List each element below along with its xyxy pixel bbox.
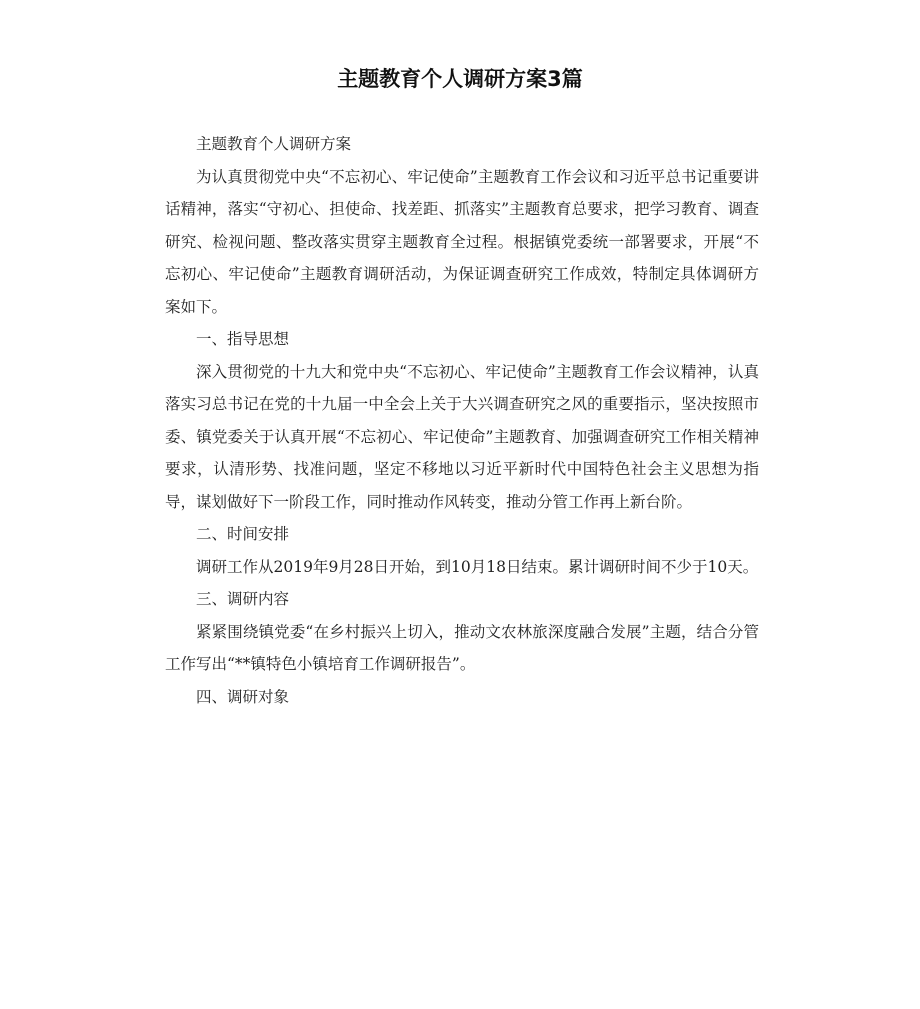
section-heading-guiding-ideology: 一、指导思想 <box>196 330 290 348</box>
guiding-ideology-paragraph: 深入贯彻党的十九大和党中央“不忘初心、牢记使命”主题教育工作会议精神，认真落实习总书记在党的十九届一中全会上关于大兴调查研究之风的重要指示，坚决按照市委、镇党委关于认真开展“不忘初心、牢记使命”主题教育、加强调查研究工作相关精神要求，认清形势、找准问题，坚定不移地以习近平新时代中国特色社会主义思想为指导，谋划做好下一阶段工作，同时推动作风转变，推动分管工作再上新台阶。 <box>165 362 759 511</box>
intro-paragraph: 为认真贯彻党中央“不忘初心、牢记使命”主题教育工作会议和习近平总书记重要讲话精神，落实“守初心、担使命、找差距、抓落实”主题教育总要求，把学习教育、调查研究、检视问题、整改落实贯穿主题教育全过程。根据镇党委统一部署要求，开展“不忘初心、牢记使命”主题教育调研活动，为保证调查研究工作成效，特制定具体调研方案如下。 <box>165 167 759 316</box>
section-heading-content: 三、调研内容 <box>196 590 290 608</box>
document-title: 主题教育个人调研方案3篇 <box>337 67 583 91</box>
subtitle-paragraph: 主题教育个人调研方案 <box>196 135 352 153</box>
section-heading-targets: 四、调研对象 <box>196 687 290 706</box>
document-body <box>165 128 759 713</box>
content-paragraph: 紧紧围绕镇党委“在乡村振兴上切入，推动文农林旅深度融合发展”主题，结合分管工作写出“**镇特色小镇培育工作调研报告”。 <box>165 622 759 673</box>
schedule-paragraph: 调研工作从2019年9月28日开始，到10月18日结束。累计调研时间不少于10天。 <box>196 557 759 576</box>
section-heading-schedule: 二、时间安排 <box>196 525 290 543</box>
